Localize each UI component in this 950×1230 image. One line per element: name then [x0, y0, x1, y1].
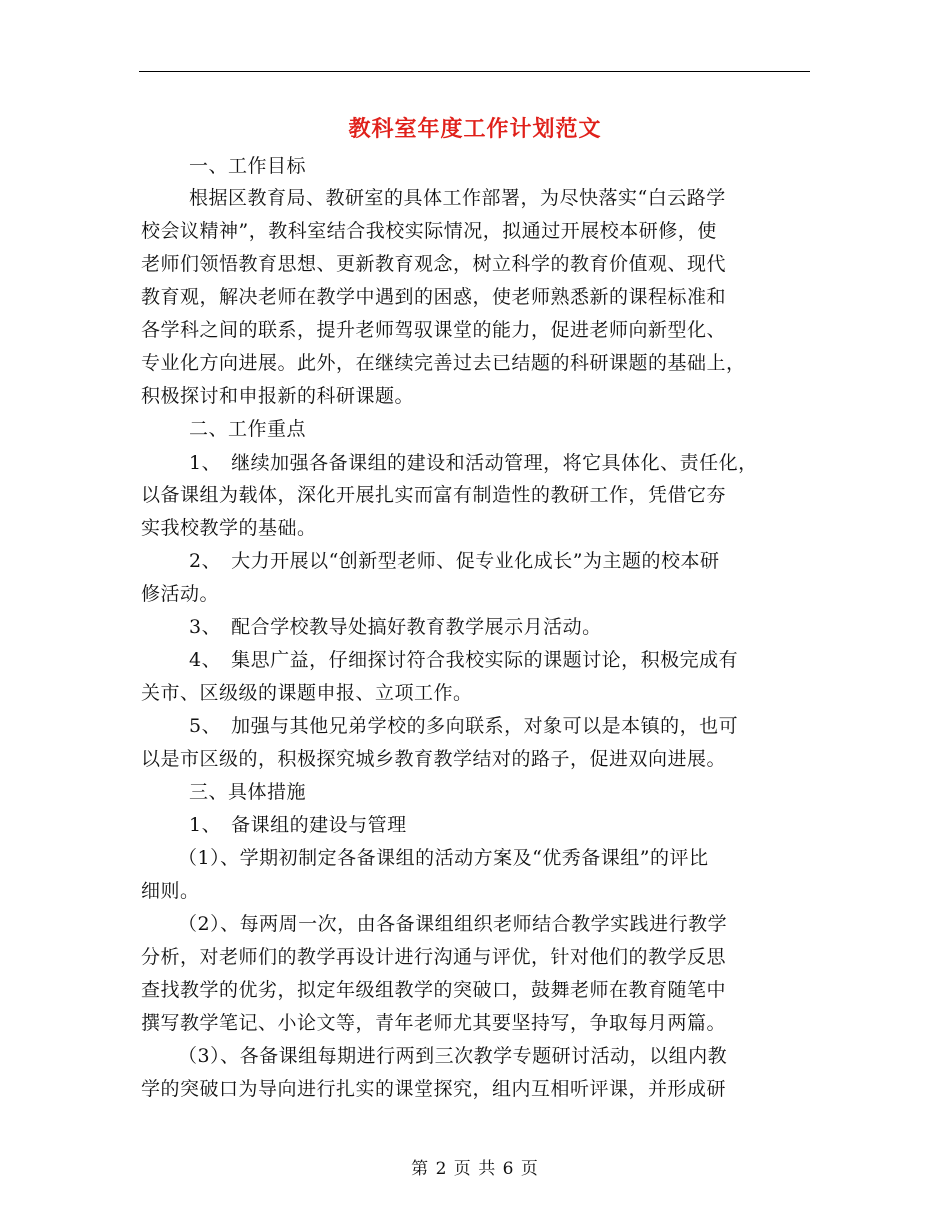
body-line: 积极探讨和申报新的科研课题。	[141, 385, 415, 407]
body-line: 各学科之间的联系，提升老师驾驭课堂的能力，促进老师向新型化、	[141, 319, 727, 341]
body-line: 学的突破口为导向进行扎实的课堂探究，组内互相听评课，并形成研	[141, 1078, 727, 1100]
list-item: 2、 大力开展以“创新型老师、促专业化成长”为主题的校本研	[189, 550, 720, 572]
section-heading: 三、具体措施	[189, 781, 307, 803]
body-line: 以是市区级的，积极探究城乡教育教学结对的路子，促进双向进展。	[141, 748, 727, 770]
body-line: 老师们领悟教育思想、更新教育观念，树立科学的教育价值观、现代	[141, 253, 727, 275]
list-item: 1、 继续加强各备课组的建设和活动管理，将它具体化、责任化，	[189, 452, 758, 474]
body-line: 撰写教学笔记、小论文等，青年老师尤其要坚持写，争取每月两篇。	[141, 1012, 727, 1034]
list-item: 4、 集思广益，仔细探讨符合我校实际的课题讨论，积极完成有	[189, 649, 739, 671]
list-item: 5、 加强与其他兄弟学校的多向联系，对象可以是本镇的，也可	[189, 715, 739, 737]
body-line: 分析，对老师们的教学再设计进行沟通与评优，针对他们的教学反思	[141, 946, 727, 968]
body-line: 关市、区级级的课题申报、立项工作。	[141, 682, 473, 704]
page-footer: 第 2 页 共 6 页	[411, 1159, 539, 1179]
body-line: 专业化方向进展。此外，在继续完善过去已结题的科研课题的基础上，	[141, 352, 746, 374]
body-line: 实我校教学的基础。	[141, 517, 317, 539]
body-line: 以备课组为载体，深化开展扎实而富有制造性的教研工作，凭借它夯	[141, 484, 727, 506]
body-line: 校会议精神”，教科室结合我校实际情况，拟通过开展校本研修，使	[141, 220, 717, 242]
body-line: 根据区教育局、教研室的具体工作部署，为尽快落实“白云路学	[189, 187, 726, 209]
list-item: 3、 配合学校教导处搞好教育教学展示月活动。	[189, 616, 602, 638]
body-line: 修活动。	[141, 583, 220, 605]
section-heading: 二、工作重点	[189, 418, 307, 440]
section-heading: 一、工作目标	[189, 155, 307, 177]
header-rule	[139, 71, 810, 72]
sub-item: （2）、每两周一次，由各备课组组织老师结合教学实践进行教学	[178, 913, 728, 935]
body-line: 教育观，解决老师在教学中遇到的困惑，使老师熟悉新的课程标准和	[141, 286, 727, 308]
sub-item: （3）、各备课组每期进行两到三次教学专题研讨活动，以组内教	[178, 1045, 728, 1067]
body-line: 查找教学的优劣，拟定年级组教学的突破口，鼓舞老师在教育随笔中	[141, 979, 727, 1001]
list-item: 1、 备课组的建设与管理	[189, 814, 407, 836]
document-title: 教科室年度工作计划范文	[348, 117, 602, 142]
sub-item: （1）、学期初制定各备课组的活动方案及“优秀备课组”的评比	[178, 847, 709, 869]
body-line: 细则。	[141, 880, 200, 902]
